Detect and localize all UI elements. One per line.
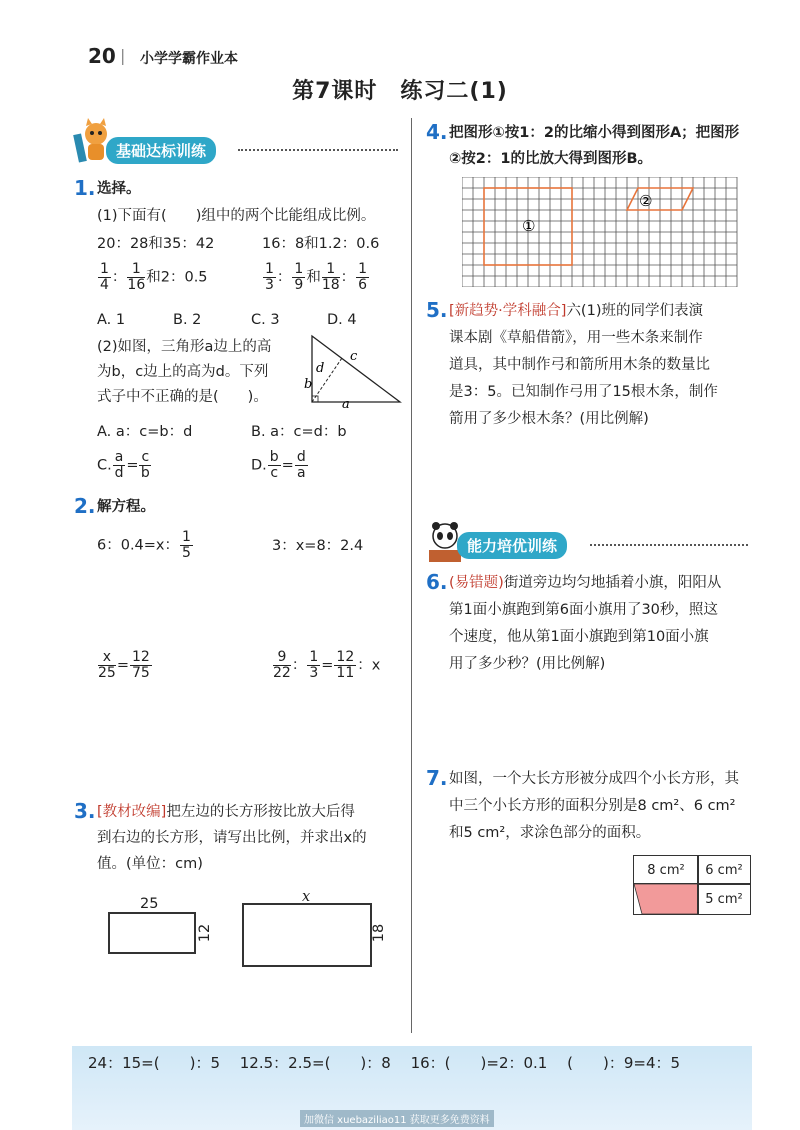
footer-exercise: 24：15=( )：5 12.5：2.5=( )：8 16：( )=2：0.1 ( )：9=4：5 [88, 1054, 681, 1072]
cell-5cm2: 5 cm² [697, 883, 751, 915]
tri-label-b: b [304, 377, 313, 392]
q3-line1: [教材改编]把左边的长方形按比放大后得 [97, 804, 355, 820]
q6-line4: 用了多少秒？(用比例解) [449, 656, 606, 672]
column-divider [411, 118, 412, 1033]
q1-option2-c: C. $\frac{a}{d}$ = $\frac{c}{b}$ [97, 449, 150, 481]
q4-line2: ②按2：1的比放大得到图形B。 [449, 151, 653, 167]
page-title: 第7课时 练习二(1) [292, 79, 508, 104]
q5-line1: [新趋势·学科融合]六(1)班的同学们表演 [449, 303, 703, 319]
q2-equation-1: 6：0.4=x： $\frac{1}{5}$ [97, 529, 191, 561]
triangle-figure [292, 330, 404, 410]
q1-part2-line1: (2)如图，三角形a边上的高 [97, 339, 272, 355]
q2-equation-3: $\frac{x}{25}$ = $\frac{12}{75}$ [98, 649, 150, 681]
shape-2-label: ② [639, 192, 653, 210]
q1-pair-c: $\frac{1}{4}$ ： $\frac{1}{16}$ 和2：0.5 [100, 261, 208, 293]
small-rect-width: 25 [140, 896, 159, 912]
q2-number: 2. [74, 494, 96, 518]
q1-pair-d: $\frac{1}{3}$ ： $\frac{1}{9}$ 和 $\frac{1}{18}$ ： $\frac{1}{6}$ [265, 261, 368, 293]
big-rectangle [242, 903, 372, 967]
q6-line1: (易错题)街道旁边均匀地插着小旗，阳阳从 [449, 575, 722, 591]
q5-line4: 是3：5。已知制作弓用了15根木条，制作 [449, 384, 718, 400]
footer-watermark: 加微信 xuebaziliao11 获取更多免费资料 [300, 1110, 494, 1127]
q5-number: 5. [426, 298, 448, 322]
q6-line3: 个速度，他从第1面小旗跑到第10面小旗 [449, 629, 709, 645]
q1-option-b: B. 2 [173, 312, 202, 328]
tri-label-c: c [350, 349, 358, 364]
area-rectangle-figure [633, 855, 751, 915]
tri-label-a: a [342, 397, 350, 410]
q7-number: 7. [426, 766, 448, 790]
cell-6cm2: 6 cm² [697, 855, 751, 885]
q3-number: 3. [74, 799, 96, 823]
grid-figure [462, 177, 742, 287]
section-dots [238, 149, 398, 151]
q2-equation-4: $\frac{9}{22}$ ： $\frac{1}{3}$ = $\frac{12}{11}$ ：x [273, 649, 381, 681]
q1-part2-line2: 为b，c边上的高为d。下列 [97, 364, 269, 380]
big-rect-height: 18 [371, 923, 388, 943]
q4-line1: 把图形①按1：2的比缩小得到图形A；把图形 [449, 125, 740, 141]
book-title: 小学学霸作业本 [140, 51, 238, 67]
q6-line2: 第1面小旗跑到第6面小旗用了30秒，照这 [449, 602, 718, 618]
cell-8cm2: 8 cm² [633, 855, 699, 885]
cell-shaded [633, 883, 699, 915]
q6-number: 6. [426, 570, 448, 594]
big-rect-width: x [302, 889, 311, 905]
q7-line3: 和5 cm²，求涂色部分的面积。 [449, 825, 651, 841]
q2-equation-2: 3：x=8：2.4 [272, 538, 364, 554]
q1-option-c: C. 3 [251, 312, 280, 328]
q5-line2: 课本剧《草船借箭》，用一些木条来制作 [449, 330, 703, 346]
q1-option2-a: A. a：c=b：d [97, 424, 193, 440]
section-advanced-badge: 能力培优训练 [457, 532, 567, 559]
q1-part1-text: (1)下面有( )组中的两个比能组成比例。 [97, 208, 376, 224]
q4-number: 4. [426, 120, 448, 144]
section-basic-badge: 基础达标训练 [106, 137, 216, 164]
q5-line3: 道具，其中制作弓和箭所用木条的数量比 [449, 357, 710, 373]
q7-line1: 如图，一个大长方形被分成四个小长方形，其 [449, 771, 739, 787]
q1-number: 1. [74, 176, 96, 200]
header-separator: | [120, 46, 126, 65]
q3-line2: 到右边的长方形，请写出比例，并求出x的 [97, 830, 367, 846]
shape-1-label: ① [522, 217, 536, 235]
q1-option-d: D. 4 [327, 312, 357, 328]
small-rectangle [108, 912, 196, 954]
q1-option-a: A. 1 [97, 312, 126, 328]
q5-line5: 箭用了多少根木条？(用比例解) [449, 411, 649, 427]
q2-prompt: 解方程。 [97, 499, 155, 515]
mascot-cat-icon [72, 118, 112, 164]
q1-pair-a: 20：28和35：42 [97, 236, 215, 252]
small-rect-height: 12 [197, 923, 214, 943]
q1-part2-line3: 式子中不正确的是( )。 [97, 389, 268, 405]
q7-line2: 中三个小长方形的面积分别是8 cm²、6 cm² [449, 798, 736, 814]
q1-pair-b: 16：8和1.2：0.6 [262, 236, 380, 252]
q3-line3: 值。(单位：cm) [97, 856, 203, 872]
section-dots-2 [590, 544, 748, 546]
q1-option2-b: B. a：c=d：b [251, 424, 347, 440]
q1-prompt: 选择。 [97, 181, 141, 197]
tri-label-d: d [316, 361, 325, 376]
page-number: 20 [88, 44, 116, 68]
q1-option2-d: D. $\frac{b}{c}$ = $\frac{d}{a}$ [251, 449, 306, 481]
